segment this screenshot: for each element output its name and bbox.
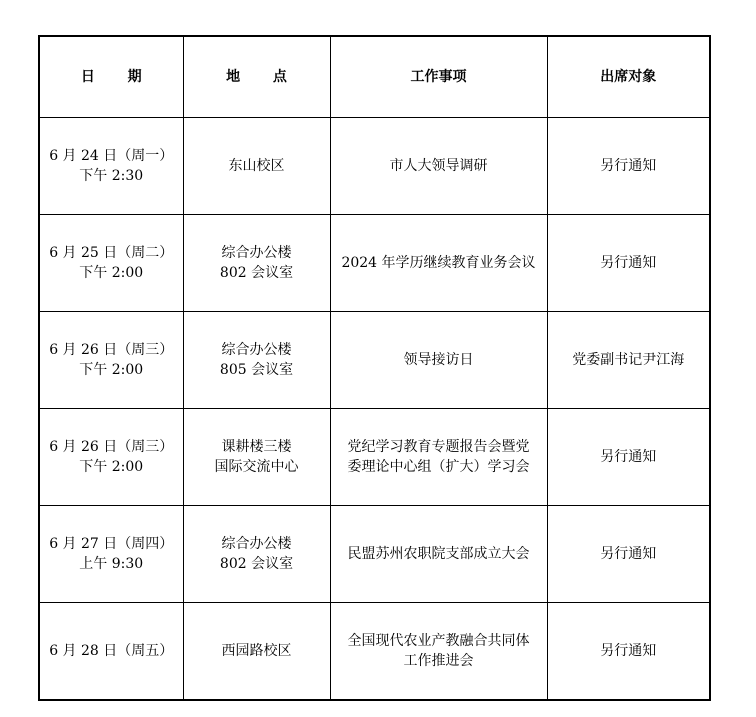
table-row <box>39 506 710 603</box>
table-row <box>39 215 710 312</box>
task-cell <box>330 506 547 603</box>
table-row <box>39 312 710 409</box>
task-text: 党纪学习教育专题报告会暨党 <box>347 439 530 455</box>
place-text: 综合办公楼 <box>221 342 292 358</box>
date-text: 上午 9:30 <box>79 556 144 572</box>
attendees-cell <box>547 506 710 603</box>
place-cell <box>183 409 330 506</box>
date-text: 下午 2:00 <box>79 362 144 378</box>
date-cell <box>39 215 183 312</box>
date-text: 6 月 24 日（周一） <box>49 148 174 164</box>
place-text: 西园路校区 <box>221 643 292 659</box>
place-text: 802 会议室 <box>219 556 294 572</box>
place-text: 805 会议室 <box>219 362 294 378</box>
place-text: 课耕楼三楼 <box>221 439 292 455</box>
attendees-text: 党委副书记尹江海 <box>572 352 685 368</box>
date-text: 6 月 26 日（周三） <box>49 439 174 455</box>
date-text: 下午 2:00 <box>79 265 144 281</box>
attendees-text: 另行通知 <box>600 449 657 465</box>
place-text: 802 会议室 <box>219 265 294 281</box>
task-text: 领导接访日 <box>403 352 474 368</box>
table-row <box>39 118 710 215</box>
date-cell <box>39 312 183 409</box>
date-text: 下午 2:30 <box>79 168 144 184</box>
place-text: 综合办公楼 <box>221 536 292 552</box>
attendees-cell <box>547 312 710 409</box>
task-text: 委理论中心组（扩大）学习会 <box>347 459 530 475</box>
place-cell <box>183 603 330 701</box>
header-place: 地 点 <box>183 36 330 118</box>
task-cell <box>330 312 547 409</box>
date-cell <box>39 506 183 603</box>
attendees-cell <box>547 118 710 215</box>
date-text: 6 月 25 日（周二） <box>49 245 174 261</box>
attendees-text: 另行通知 <box>600 546 657 562</box>
attendees-text: 另行通知 <box>600 158 657 174</box>
task-text: 全国现代农业产教融合共同体 <box>347 633 530 649</box>
place-cell <box>183 312 330 409</box>
task-cell <box>330 409 547 506</box>
header-date: 日 期 <box>39 36 183 118</box>
attendees-cell <box>547 215 710 312</box>
date-text: 6 月 27 日（周四） <box>49 536 174 552</box>
date-text: 6 月 26 日（周三） <box>49 342 174 358</box>
place-text: 综合办公楼 <box>221 245 292 261</box>
place-cell <box>183 118 330 215</box>
date-cell <box>39 409 183 506</box>
attendees-text: 另行通知 <box>600 255 657 271</box>
place-text: 东山校区 <box>228 158 285 174</box>
task-cell <box>330 215 547 312</box>
task-text: 工作推进会 <box>403 653 474 669</box>
header-task: 工作事项 <box>330 36 547 118</box>
place-text: 国际交流中心 <box>214 459 299 475</box>
place-cell <box>183 215 330 312</box>
attendees-cell <box>547 603 710 701</box>
date-cell <box>39 603 183 701</box>
header-attendees: 出席对象 <box>547 36 710 118</box>
attendees-text: 另行通知 <box>600 643 657 659</box>
attendees-cell <box>547 409 710 506</box>
date-cell <box>39 118 183 215</box>
table-row <box>39 409 710 506</box>
task-cell <box>330 118 547 215</box>
task-text: 市人大领导调研 <box>389 158 488 174</box>
task-text: 2024 年学历继续教育业务会议 <box>341 255 536 271</box>
date-text: 6 月 28 日（周五） <box>49 643 174 659</box>
task-text: 民盟苏州农职院支部成立大会 <box>347 546 530 562</box>
date-text: 下午 2:00 <box>79 459 144 475</box>
task-cell <box>330 603 547 701</box>
table-row <box>39 603 710 701</box>
header-row <box>39 36 710 118</box>
place-cell <box>183 506 330 603</box>
schedule-table <box>38 35 711 701</box>
